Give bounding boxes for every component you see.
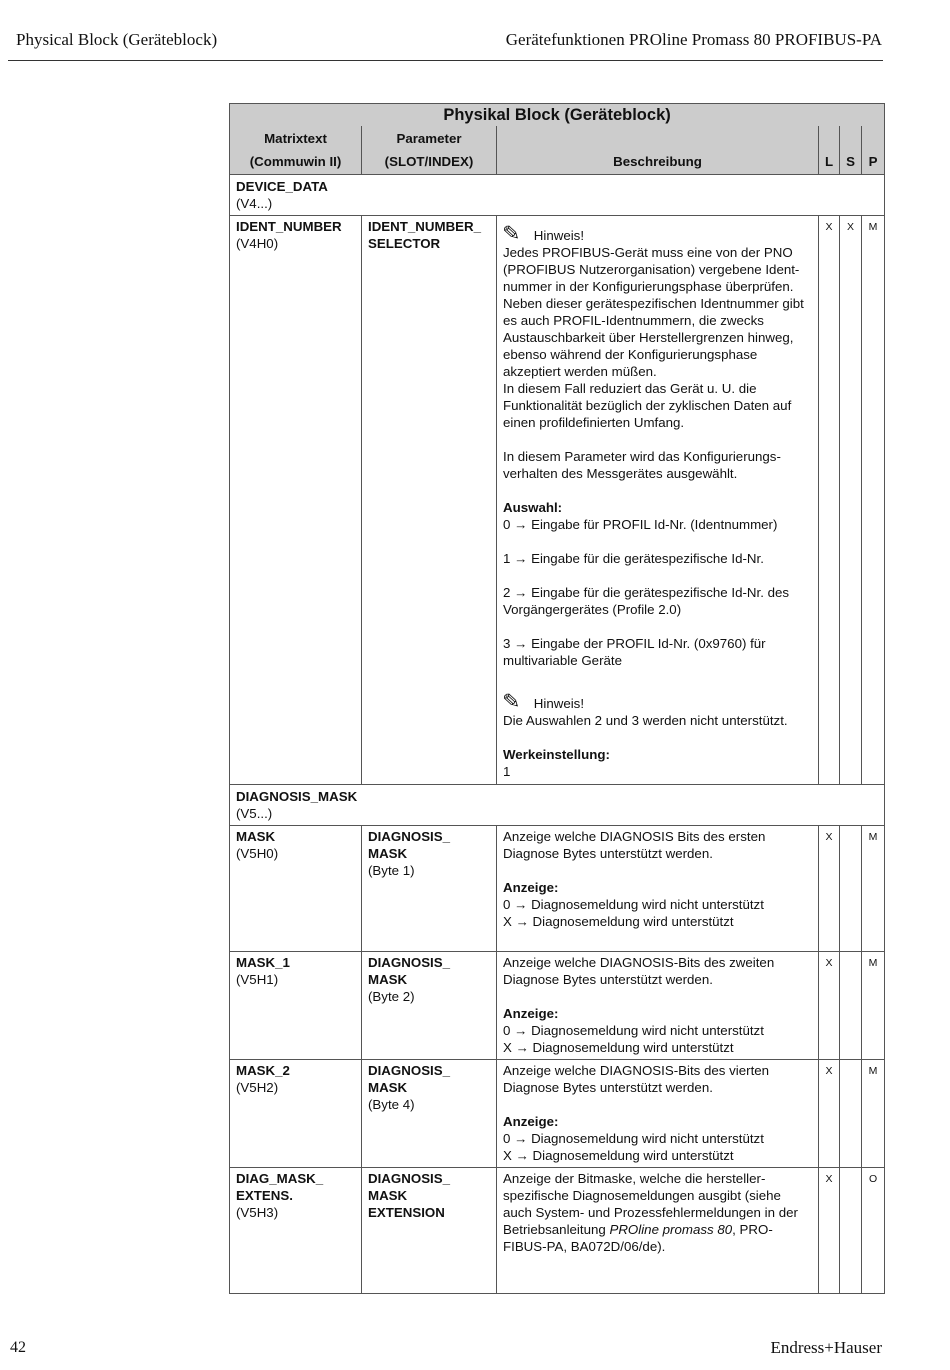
default-label: Werkeinstellung: xyxy=(503,747,610,762)
matrix-text: IDENT_NUMBER xyxy=(236,219,342,234)
parameter-byte: (Byte 2) xyxy=(368,989,415,1004)
choice-label: Auswahl: xyxy=(503,500,563,515)
pencil-icon: ✎ xyxy=(502,691,521,713)
choice-option: 2 → Eingabe für die gerätespezifische Id-Nr. des Vorgängergerätes (Profile 2.0) xyxy=(503,585,790,617)
parameter-name: DIAGNOSIS_ xyxy=(368,1063,451,1078)
desc-paragraph: Jedes PROFIBUS-Gerät muss eine von der PNO (PROFIBUS Nutzerorganisation) vergebene Ident-nummer in der Konfigurierungsphase überprüfen. Neben dieser gerätespezifischen Identnummer gibt es auch PROFIL-Identnummern, die zwecks Austauschbarkeit über Herstellergrenzen hinweg, ebenso während der Konfigurierungsphase akzeptiert werden müßen. xyxy=(503,245,804,379)
desc-paragraph: In diesem Fall reduziert das Gerät u. U. die Funktionalität bezüglich der zyklischen Daten auf einen profildefinierten Umfang. xyxy=(503,381,792,430)
parameter-name: DIAGNOSIS_ xyxy=(368,829,451,844)
flag-p: M xyxy=(862,826,885,952)
matrix-code: (V4H0) xyxy=(236,236,279,251)
flag-l: X xyxy=(819,1168,840,1294)
flag-p: M xyxy=(862,952,885,1060)
display-label: Anzeige: xyxy=(503,1006,559,1021)
flag-p: M xyxy=(862,216,885,785)
flag-l: X xyxy=(819,216,840,785)
display-label: Anzeige: xyxy=(503,880,559,895)
table-row-diag-mask-extens xyxy=(230,1168,885,1294)
desc-paragraph: In diesem Parameter wird das Konfigurierungs-verhalten des Messgerätes ausgewählt. xyxy=(503,449,781,481)
display-line: X → Diagnosemeldung wird unterstützt xyxy=(503,914,734,929)
matrix-code: (V5H0) xyxy=(236,846,279,861)
table-row-mask xyxy=(230,826,885,952)
hint-label: Hinweis! xyxy=(533,696,585,711)
physical-block-table xyxy=(229,103,885,1294)
choice-option: 3 → Eingabe der PROFIL Id-Nr. (0x9760) für multivariable Geräte xyxy=(503,636,766,668)
matrix-code: (V5H3) xyxy=(236,1205,279,1220)
display-line: X → Diagnosemeldung wird unterstützt xyxy=(503,1148,734,1163)
table-row-ident-number xyxy=(230,216,885,785)
matrix-text: MASK_2 xyxy=(236,1063,290,1078)
hint-label: Hinweis! xyxy=(533,228,585,243)
parameter-name: DIAGNOSIS_ xyxy=(368,955,451,970)
flag-l: X xyxy=(819,1060,840,1168)
matrix-text: MASK_1 xyxy=(236,955,290,970)
flag-s xyxy=(840,1168,862,1294)
desc-paragraph: Anzeige welche DIAGNOSIS Bits des ersten Diagnose Bytes unterstützt werden. xyxy=(503,829,766,861)
flag-p: M xyxy=(862,1060,885,1168)
group-name: DEVICE_DATA xyxy=(236,179,328,194)
choice-option: 0 → Eingabe für PROFIL Id-Nr. (Identnummer) xyxy=(503,517,778,532)
parameter-name-cont: EXTENSION xyxy=(368,1205,445,1220)
col-header-l: L xyxy=(819,149,840,175)
group-row-device-data xyxy=(230,175,885,216)
table-title: Physikal Block (Geräteblock) xyxy=(230,104,885,127)
group-name: DIAGNOSIS_MASK xyxy=(236,789,358,804)
flag-l: X xyxy=(819,826,840,952)
group-code: (V5...) xyxy=(236,806,273,821)
group-code: (V4...) xyxy=(236,196,273,211)
col-header-p: P xyxy=(862,149,885,175)
page-number: 42 xyxy=(10,1339,26,1356)
flag-s: X xyxy=(840,216,862,785)
desc-paragraph: Anzeige welche DIAGNOSIS-Bits des zweiten Diagnose Bytes unterstützt werden. xyxy=(503,955,775,987)
matrix-code: (V5H1) xyxy=(236,972,279,987)
col-header-s: S xyxy=(840,149,862,175)
header-rule xyxy=(8,60,883,61)
choice-option: 1 → Eingabe für die gerätespezifische Id-Nr. xyxy=(503,551,764,566)
col-header-matrixtext: Matrixtext xyxy=(230,126,362,149)
parameter-name-cont: MASK xyxy=(368,1188,408,1203)
col-header-beschreibung: Beschreibung xyxy=(497,149,819,175)
running-header-right: Gerätefunktionen PROline Promass 80 PROFIBUS-PA xyxy=(505,30,882,49)
matrix-text: MASK xyxy=(236,829,276,844)
parameter-name-cont: MASK xyxy=(368,846,408,861)
pencil-icon: ✎ xyxy=(502,223,521,245)
manual-title: PROline promass 80 xyxy=(609,1222,733,1237)
parameter-name: IDENT_NUMBER_ xyxy=(368,219,482,234)
matrix-text: DIAG_MASK_ xyxy=(236,1171,324,1186)
display-line: X → Diagnosemeldung wird unterstützt xyxy=(503,1040,734,1055)
desc-paragraph: Anzeige welche DIAGNOSIS-Bits des vierten Diagnose Bytes unterstützt werden. xyxy=(503,1063,770,1095)
col-header-slot-index: (SLOT/INDEX) xyxy=(362,149,497,175)
table-row-mask-1 xyxy=(230,952,885,1060)
parameter-name-cont: MASK xyxy=(368,972,408,987)
parameter-name: DIAGNOSIS_ xyxy=(368,1171,451,1186)
display-line: 0 → Diagnosemeldung wird nicht unterstützt xyxy=(503,1131,764,1146)
col-header-parameter: Parameter xyxy=(362,126,497,149)
flag-s xyxy=(840,952,862,1060)
display-line: 0 → Diagnosemeldung wird nicht unterstützt xyxy=(503,1023,764,1038)
brand-logo-text: Endress+Hauser xyxy=(770,1338,882,1357)
display-label: Anzeige: xyxy=(503,1114,559,1129)
table-row-mask-2 xyxy=(230,1060,885,1168)
running-header-left: Physical Block (Geräteblock) xyxy=(16,30,218,49)
matrix-code: (V5H2) xyxy=(236,1080,279,1095)
parameter-byte: (Byte 4) xyxy=(368,1097,415,1112)
flag-s xyxy=(840,1060,862,1168)
parameter-name-cont: SELECTOR xyxy=(368,236,441,251)
desc-paragraph: Anzeige der Bitmaske, welche die hersteller-spezifische Diagnosemeldungen ausgibt (siehe auch System- und Prozessfehlermeldungen in der Betriebsanleitung PROline promass 80, PRO-FIBUS-PA, BA072D/06/de). xyxy=(503,1171,798,1254)
flag-p: O xyxy=(862,1168,885,1294)
display-line: 0 → Diagnosemeldung wird nicht unterstützt xyxy=(503,897,764,912)
flag-s xyxy=(840,826,862,952)
matrix-text-cont: EXTENS. xyxy=(236,1188,293,1203)
parameter-byte: (Byte 1) xyxy=(368,863,415,878)
col-header-commuwin: (Commuwin II) xyxy=(230,149,362,175)
flag-l: X xyxy=(819,952,840,1060)
parameter-name-cont: MASK xyxy=(368,1080,408,1095)
hint-text: Die Auswahlen 2 und 3 werden nicht unterstützt. xyxy=(503,713,788,728)
group-row-diagnosis-mask xyxy=(230,785,885,826)
default-value: 1 xyxy=(503,764,511,779)
